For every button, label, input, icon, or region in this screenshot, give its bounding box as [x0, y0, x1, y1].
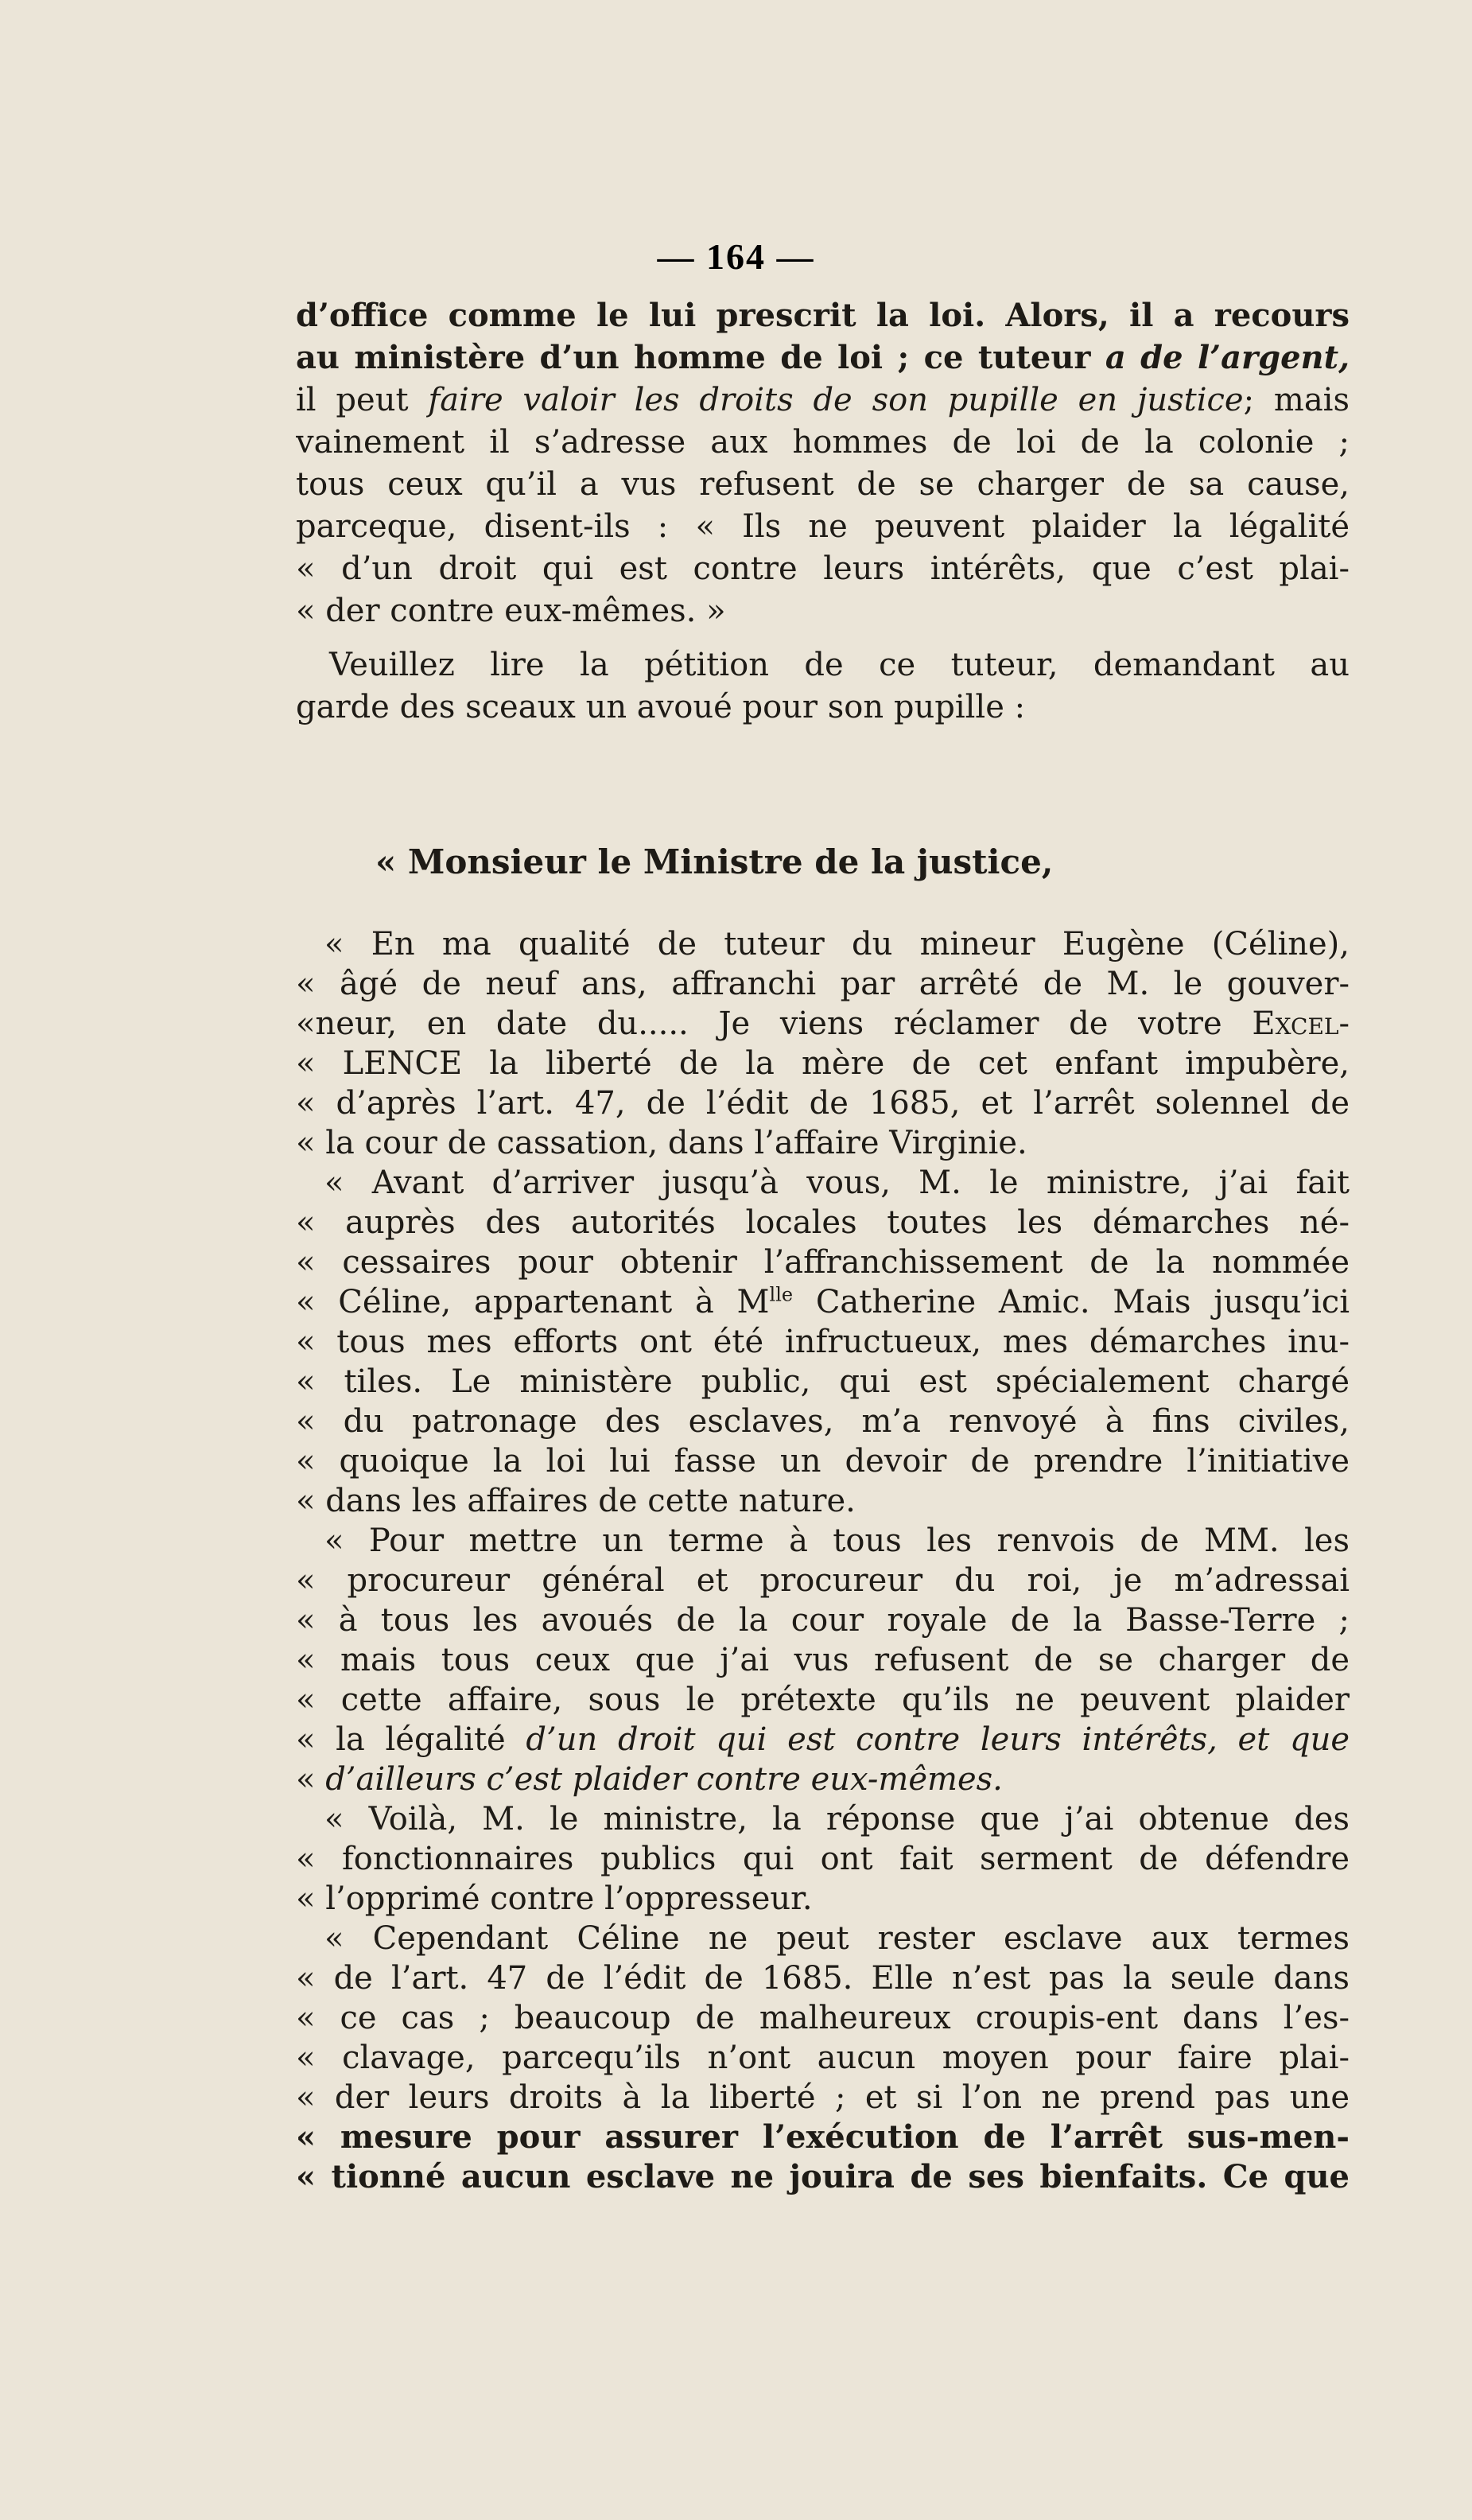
- text-line: « Avant d’arriver jusqu’à vous, M. le ministre, j’ai fait: [324, 1165, 1350, 1201]
- text-run: ; mais: [1243, 382, 1350, 418]
- text-line: « Cependant Céline ne peut rester esclave aux termes: [324, 1920, 1350, 1957]
- text-run: il peut: [296, 382, 409, 418]
- text-line: « d’après l’art. 47, de l’édit de 1685, et l’arrêt solennel de: [296, 1085, 1350, 1122]
- text-line: « cessaires pour obtenir l’affranchissement de la nommée: [296, 1244, 1350, 1281]
- text-line: « l’opprimé contre l’oppresseur.: [296, 1880, 813, 1917]
- text-line: [296, 1005, 1350, 1043]
- text-line: « mesure pour assurer l’exécution de l’arrêt sus-men-: [296, 2118, 1350, 2156]
- text-line: « Pour mettre un terme à tous les renvois de MM. les: [324, 1522, 1350, 1559]
- text-line: [296, 1721, 1350, 1759]
- text-line: [296, 1760, 1350, 1799]
- text-line: « quoique la loi lui fasse un devoir de prendre l’initiative: [296, 1443, 1350, 1480]
- text-line: « auprès des autorités locales toutes les démarches né-: [296, 1204, 1350, 1241]
- text-line: [296, 339, 1350, 377]
- text-line: « âgé de neuf ans, affranchi par arrêté de M. le gouver-: [296, 966, 1350, 1002]
- page-number: — 164 —: [657, 236, 815, 277]
- text-line: « procureur général et procureur du roi, je m’adressai: [296, 1562, 1350, 1599]
- text-line: parceque, disent-ils : « Ils ne peuvent plaider la légalité: [296, 508, 1350, 545]
- text-run: Catherine Amic. Mais jusqu’ici: [793, 1284, 1350, 1320]
- text-line: « d’un droit qui est contre leurs intérêts, que c’est plai-: [296, 550, 1350, 587]
- text-line: « du patronage des esclaves, m’a renvoyé à fins civiles,: [296, 1403, 1350, 1440]
- text-line: « der contre eux-mêmes. »: [296, 593, 726, 629]
- text-line: « fonctionnaires publics qui ont fait serment de défendre: [296, 1841, 1350, 1877]
- text-line: « tionné aucun esclave ne jouira de ses bienfaits. Ce que: [296, 2158, 1350, 2195]
- text-line: « tiles. Le ministère public, qui est spécialement chargé: [296, 1363, 1350, 1400]
- text-line: vainement il s’adresse aux hommes de loi de la colonie ;: [296, 424, 1350, 461]
- text-line: [296, 1283, 1350, 1321]
- text-run: «neur, en date du..... Je viens réclamer de votre: [296, 1005, 1222, 1042]
- text-line: « der leurs droits à la liberté ; et si l’on ne prend pas une: [296, 2079, 1350, 2116]
- italic-run: d’ailleurs c’est plaider contre eux-mêmes.: [325, 1761, 1003, 1798]
- text-line: « cette affaire, sous le prétexte qu’ils ne peuvent plaider: [296, 1682, 1350, 1718]
- text-line: [296, 381, 1350, 419]
- text-line: « dans les affaires de cette nature.: [296, 1483, 856, 1519]
- italic-run: d’un droit qui est contre leurs intérêts, et que: [526, 1721, 1350, 1758]
- text-line: garde des sceaux un avoué pour son pupille :: [296, 689, 1026, 725]
- superscript: lle: [769, 1283, 794, 1306]
- text-run: « Céline, appartenant à M: [296, 1284, 770, 1320]
- small-caps-run: Excel-: [1252, 1005, 1350, 1042]
- text-line: « Voilà, M. le ministre, la réponse que j’ai obtenue des: [324, 1801, 1350, 1838]
- text-line: « tous mes efforts ont été infructueux, mes démarches inu-: [296, 1324, 1350, 1360]
- text-line: tous ceux qu’il a vus refusent de se charger de sa cause,: [296, 466, 1350, 503]
- text-line: « ce cas ; beaucoup de malheureux croupis-ent dans l’es-: [296, 2000, 1350, 2036]
- text-line: « clavage, parcequ’ils n’ont aucun moyen pour faire plai-: [296, 2040, 1350, 2076]
- text-line: Veuillez lire la pétition de ce tuteur, demandant au: [329, 647, 1350, 683]
- text-run: « la légalité: [296, 1721, 506, 1758]
- text-run: au ministère d’un homme de loi ; ce tuteur: [296, 339, 1091, 376]
- text-line: « mais tous ceux que j’ai vus refusent de se charger de: [296, 1642, 1350, 1678]
- text-line: « à tous les avoués de la cour royale de la Basse-Terre ;: [296, 1602, 1350, 1639]
- text-line: « la cour de cassation, dans l’affaire Virginie.: [296, 1125, 1027, 1161]
- italic-run: faire valoir les droits de son pupille en justice: [428, 382, 1244, 418]
- text-run: «: [296, 1761, 326, 1798]
- salutation: « Monsieur le Ministre de la justice,: [375, 842, 1054, 881]
- italic-run: a de l’argent,: [1105, 339, 1350, 376]
- text-line: « de l’art. 47 de l’édit de 1685. Elle n’est pas la seule dans: [296, 1960, 1350, 1997]
- text-line: « En ma qualité de tuteur du mineur Eugène (Céline),: [324, 926, 1350, 962]
- text-line: d’office comme le lui prescrit la loi. Alors, il a recours: [296, 297, 1350, 334]
- text-line: « LENCE la liberté de la mère de cet enfant impubère,: [296, 1045, 1350, 1082]
